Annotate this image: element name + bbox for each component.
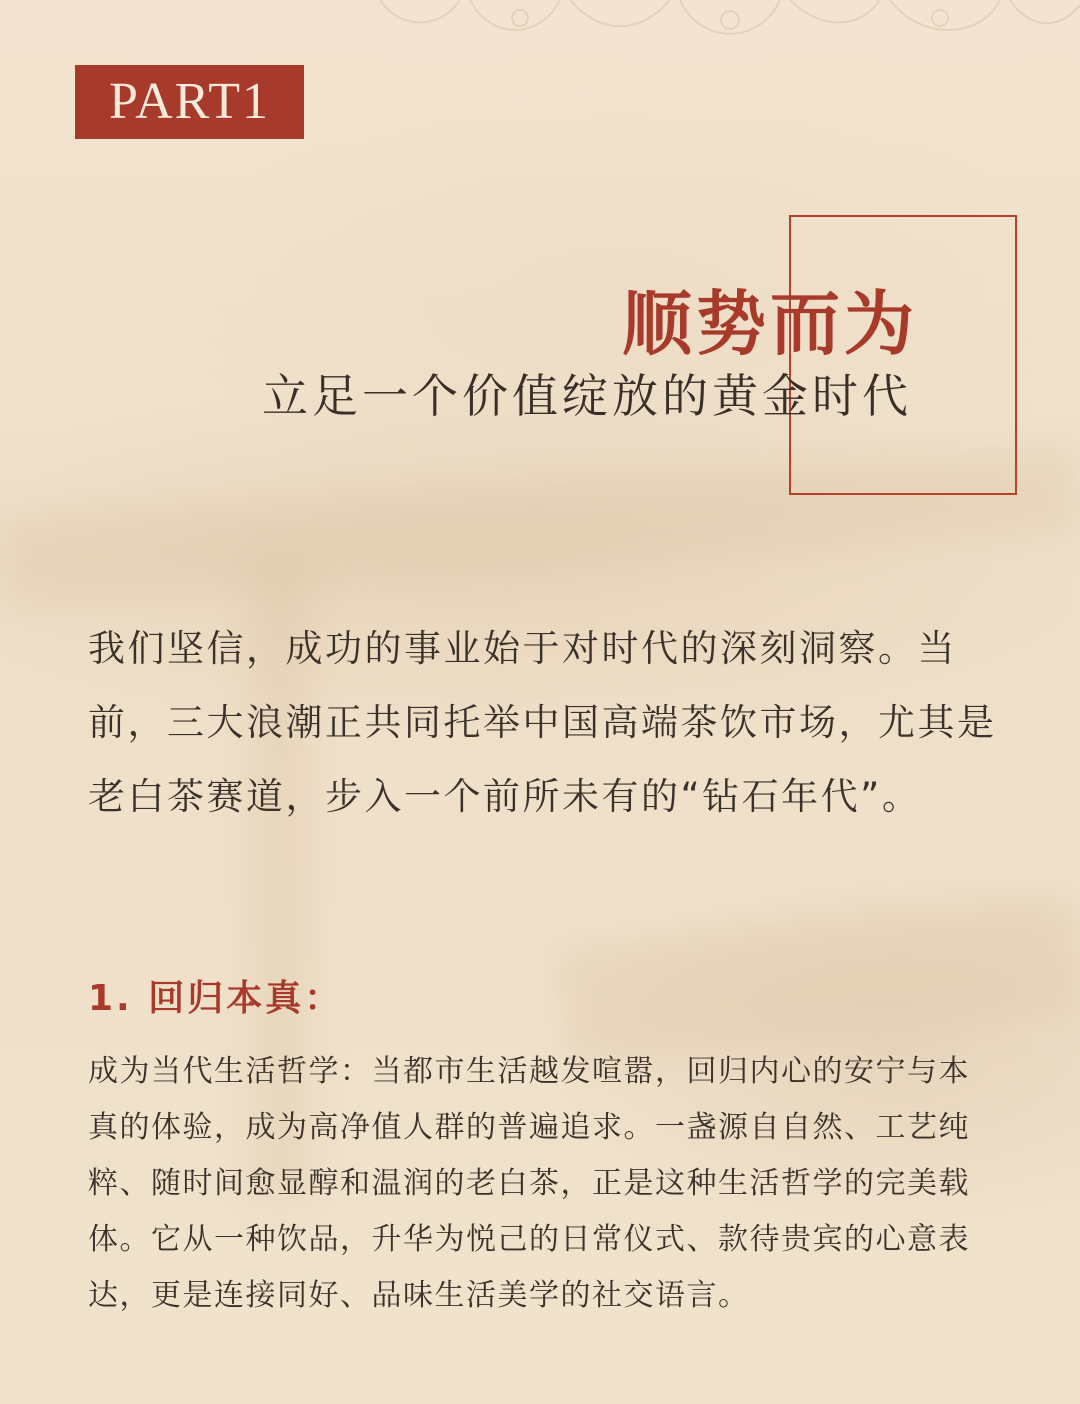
intro-paragraph: 我们坚信，成功的事业始于对时代的深刻洞察。当前，三大浪潮正共同托举中国高端茶饮市场，尤其是老白茶赛道，步入一个前所未有的“钻石年代”。 [88,627,997,818]
page-subtitle: 立足一个价值绽放的黄金时代 [262,369,912,423]
page-title: 顺势而为 [622,283,918,365]
decorative-floral-pattern [0,0,1080,60]
light-shadow-band [555,893,1080,1067]
section-heading: 1. 回归本真： [88,978,344,1019]
part-badge: PART1 [75,65,304,139]
section-body: 成为当代生活哲学：当都市生活越发喧嚣，回归内心的安宁与本真的体验，成为高净值人群的普遍追求。一盏源自自然、工艺纯粹、随时间愈显醇和温润的老白茶，正是这种生活哲学的完美载体。它从一种饮品，升华为悦己的日常仪式、款待贵宾的心意表达，更是连接同好、品味生活美学的社交语言。 [88,1054,970,1313]
